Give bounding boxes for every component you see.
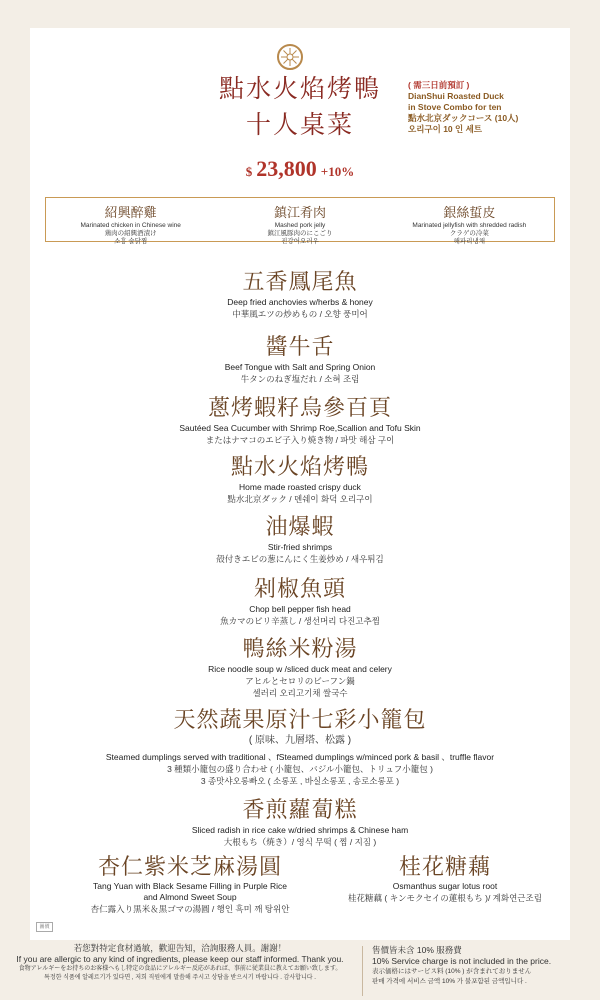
dish-name-zh: 五香鳳尾魚 xyxy=(242,270,358,295)
appetizer-name-kr: 소흥 술닭찜 xyxy=(114,238,148,245)
menu-title: 點水火焰烤鴨 xyxy=(218,74,381,103)
appetizer-name-jp: 鶏肉の紹興酒漬け xyxy=(104,230,157,237)
allergy-notice xyxy=(5,942,355,983)
dish-item xyxy=(0,798,600,848)
dish-name-zh: 剁椒魚頭 xyxy=(253,577,346,602)
dessert-name-jp-kr: 桂花糖藕 ( キンモクセイの蓮根もち )/ 계화연근조림 xyxy=(348,893,542,903)
dish-name-en: Rice noodle soup w /sliced duck meat and celery xyxy=(208,664,392,674)
dish-name-zh: 醬牛舌 xyxy=(265,335,335,360)
service-charge-notice xyxy=(372,944,592,987)
price-amount: 23,800 xyxy=(256,156,317,181)
price-currency: $ xyxy=(245,164,253,179)
dish-item xyxy=(0,577,600,627)
dish-name-jp-kr: またはナマコのエビ子入り焼き物 / 파맛 해삼 구이 xyxy=(205,435,395,445)
dessert-item xyxy=(335,855,555,904)
appetizer-name-kr: 해파리냉채 xyxy=(453,238,486,245)
side-title-jp: 點水北京ダックコース (10人) xyxy=(408,113,519,123)
dessert-name-en-1: Osmanthus sugar lotus root xyxy=(392,881,498,891)
dish-name-jp-kr: 點水北京ダック / 뎬쉐이 화덕 오리구이 xyxy=(227,494,373,504)
dish-item xyxy=(0,708,600,787)
dessert-name-en-2: and Almond Sweet Soup xyxy=(143,892,237,902)
dish-name-en: Sautéed Sea Cucumber with Shrimp Roe,Scallion and Tofu Skin xyxy=(179,423,421,433)
dish-name-en: Beef Tongue with Salt and Spring Onion xyxy=(224,362,376,372)
restaurant-logo-icon xyxy=(277,44,303,70)
dish-item xyxy=(0,270,600,320)
appetizer-name-zh: 紹興醉雞 xyxy=(104,206,157,221)
appetizer-name-en: Mashed pork jelly xyxy=(274,222,326,229)
dish-name-en: Sliced radish in rice cake w/dried shrimps & Chinese ham xyxy=(191,825,409,835)
appetizer-name-zh: 鎮江肴肉 xyxy=(273,206,326,221)
appetizer-name-zh: 銀絲蜇皮 xyxy=(443,206,496,221)
dessert-name-en-1: Tang Yuan with Black Sesame Filling in Purple Rice xyxy=(92,881,288,891)
dish-name-kr: 셀러리 오리고기채 쌀국수 xyxy=(252,688,348,698)
preorder-note: ( 需三日前預訂 ) xyxy=(408,80,470,90)
allergy-kr: 특정한 식품에 알레르기가 있다면 , 저희 직원에게 말씀해 주시고 상담을 받으시기 바랍니다 . 감사합니다 . xyxy=(44,975,316,981)
dish-flavors: ( 原味、九層塔、松露 ) xyxy=(248,735,352,746)
allergy-zh: 若您對特定食材過敏，歡迎告知，洽詢服務人員。謝謝！ xyxy=(73,943,287,953)
dish-name-jp-kr: 大根もち（焼き）/ 영식 무떡 ( 찜 / 지짐 ) xyxy=(223,837,377,847)
dessert-name-jp-kr: 杏仁露入り黒米＆黒ゴマの湯圓 / 행인 흑미 깨 탕위안 xyxy=(90,904,290,914)
dish-item xyxy=(0,515,600,565)
dish-item xyxy=(0,335,600,385)
dessert-row xyxy=(45,855,555,925)
appetizer-item xyxy=(46,198,215,245)
service-kr: 판매 가격에 서비스 금액 10% 가 불포함된 금액입니다 . xyxy=(372,978,527,985)
allergy-jp: 食物アレルギーをお持ちのお客様へもし特定の食品にアレルギー反応があれば、事前に従業員に教えてお願い致します。 xyxy=(18,966,342,972)
dessert-name-zh: 杏仁紫米芝麻湯圓 xyxy=(97,855,282,880)
dish-name-en: Home made roasted crispy duck xyxy=(239,482,361,492)
appetizer-name-kr: 진강어오러우 xyxy=(281,238,319,245)
side-title-en-2: in Stove Combo for ten xyxy=(408,102,502,112)
allergy-en: If you are allergic to any kind of ingredients, please keep our staff informed. Thank you. xyxy=(16,954,344,964)
service-en: 10% Service charge is not included in the price. xyxy=(372,956,552,966)
dish-name-zh: 天然蔬果原汁七彩小籠包 xyxy=(173,708,427,733)
dish-name-jp-kr: 魚カマのピリ辛蒸し / 생선머리 다진고추찜 xyxy=(220,616,380,626)
appetizer-name-en: Marinated jellyfish with shredded radish xyxy=(412,222,527,229)
dish-name-en: Deep fried anchovies w/herbs & honey xyxy=(227,297,373,307)
dish-name-jp-kr: 牛タンのねぎ塩だれ / 소혀 조림 xyxy=(240,374,360,384)
footer xyxy=(0,942,600,1000)
dish-name-zh: 香煎蘿蔔糕 xyxy=(242,798,358,823)
dish-name-zh: 油爆蝦 xyxy=(265,515,335,540)
dish-name-kr: 3 종맛샤오롱빠오 ( 소롱포 , 바실소롱포 , 송로소롱포 ) xyxy=(200,776,400,786)
dish-name-zh: 點水火焰烤鴨 xyxy=(230,455,369,480)
dish-name-en: Chop bell pepper fish head xyxy=(249,604,351,614)
set-price xyxy=(0,156,600,182)
menu-subtitle: 十人桌菜 xyxy=(245,110,354,139)
dish-name-zh: 蔥烤蝦籽烏參百頁 xyxy=(207,396,392,421)
side-info xyxy=(408,80,578,135)
dish-name-en: Steamed dumplings served with traditional 、fSteamed dumplings w/minced pork & basil 、truffle flavor xyxy=(105,752,495,762)
service-zh: 售價皆未含 10% 服務費 xyxy=(372,945,462,955)
dish-name-en: Stir-fried shrimps xyxy=(267,542,333,552)
dessert-name-zh: 桂花糖藕 xyxy=(398,855,491,880)
dish-item xyxy=(0,455,600,505)
dessert-item xyxy=(45,855,335,915)
dish-item xyxy=(0,637,600,699)
image-tag: 圖價 xyxy=(36,922,53,932)
appetizer-item xyxy=(385,198,554,245)
side-title-en-1: DianShui Roasted Duck xyxy=(408,91,504,101)
appetizer-name-jp: 鎮江風豚肉のにこごり xyxy=(267,230,333,237)
price-service-charge: +10% xyxy=(320,164,355,179)
service-jp: 表示価格にはサービス料 (10% ) が含まれておりません xyxy=(372,968,532,975)
appetizer-name-en: Marinated chicken in Chinese wine xyxy=(80,222,181,229)
dish-name-jp: アヒルとセロリのビーフン鍋 xyxy=(245,676,355,686)
appetizer-item xyxy=(215,198,384,245)
dish-name-jp-kr: 中華風エツの炒めもの / 오향 풍미어 xyxy=(232,309,368,319)
dish-name-jp-kr: 殻付きエビの葱にんにく生姜炒め / 새우튀김 xyxy=(216,554,384,564)
dish-item xyxy=(0,396,600,446)
dish-name-jp: 3 種類小籠包の盛り合わせ ( 小籠包、バジル小籠包、トリュフ小籠包 ) xyxy=(167,764,433,774)
side-title-kr: 오리구이 10 인 세트 xyxy=(408,124,483,134)
dish-name-zh: 鴨絲米粉湯 xyxy=(242,637,358,662)
appetizer-name-jp: クラゲの冷菜 xyxy=(449,230,489,237)
appetizer-box xyxy=(45,197,555,245)
footer-divider xyxy=(362,946,363,996)
